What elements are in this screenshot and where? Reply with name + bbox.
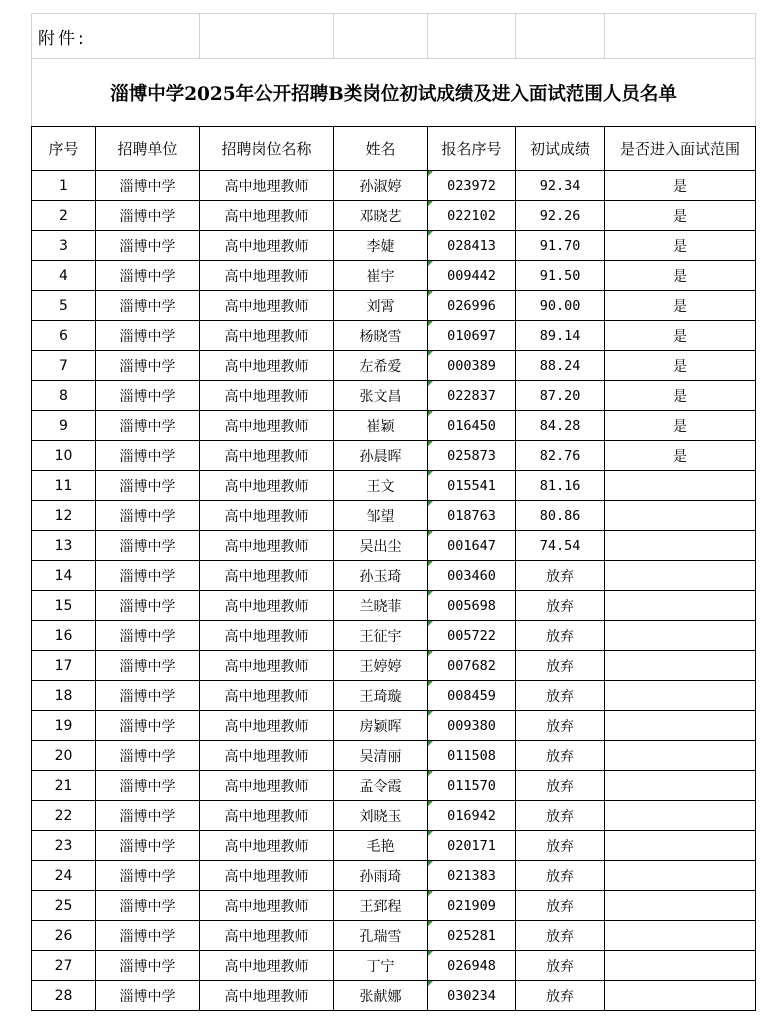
cell-position: 高中地理教师	[200, 711, 334, 741]
cell-unit: 淄博中学	[96, 261, 200, 291]
table-row	[32, 321, 756, 351]
table-row	[32, 741, 756, 771]
cell-score: 89.14	[516, 321, 605, 351]
cell-score: 放弃	[516, 921, 605, 951]
cell-seq: 23	[32, 831, 96, 861]
cell-interview	[605, 771, 756, 801]
cell-reg-no: 005722	[428, 621, 516, 651]
cell-score: 92.34	[516, 171, 605, 201]
cell-name: 杨晓雪	[334, 321, 428, 351]
cell-score: 80.86	[516, 501, 605, 531]
cell-name: 吴出尘	[334, 531, 428, 561]
table-row	[32, 171, 756, 201]
cell-reg-no: 022837	[428, 381, 516, 411]
cell-position: 高中地理教师	[200, 621, 334, 651]
table-row	[32, 951, 756, 981]
cell-seq: 7	[32, 351, 96, 381]
cell-score: 90.00	[516, 291, 605, 321]
cell-score: 放弃	[516, 651, 605, 681]
results-table	[31, 13, 756, 1011]
cell-interview	[605, 801, 756, 831]
table-row	[32, 981, 756, 1011]
cell-score: 放弃	[516, 591, 605, 621]
cell-interview: 是	[605, 381, 756, 411]
cell-seq: 24	[32, 861, 96, 891]
cell-position: 高中地理教师	[200, 471, 334, 501]
cell-position: 高中地理教师	[200, 201, 334, 231]
cell-position: 高中地理教师	[200, 171, 334, 201]
cell-unit: 淄博中学	[96, 951, 200, 981]
cell-name: 崔颖	[334, 411, 428, 441]
cell-seq: 5	[32, 291, 96, 321]
cell-position: 高中地理教师	[200, 651, 334, 681]
cell-interview: 是	[605, 261, 756, 291]
cell-seq: 14	[32, 561, 96, 591]
cell-reg-no: 018763	[428, 501, 516, 531]
cell-unit: 淄博中学	[96, 801, 200, 831]
cell-interview: 是	[605, 201, 756, 231]
header-seq: 序号	[32, 127, 96, 171]
cell-unit: 淄博中学	[96, 771, 200, 801]
attachment-row	[32, 14, 756, 59]
document-title: 淄博中学2025年公开招聘B类岗位初试成绩及进入面试范围人员名单	[32, 59, 756, 127]
table-row	[32, 861, 756, 891]
cell-score: 放弃	[516, 951, 605, 981]
cell-position: 高中地理教师	[200, 861, 334, 891]
cell-seq: 22	[32, 801, 96, 831]
cell-unit: 淄博中学	[96, 201, 200, 231]
cell-unit: 淄博中学	[96, 681, 200, 711]
cell-score: 92.26	[516, 201, 605, 231]
cell-position: 高中地理教师	[200, 681, 334, 711]
cell-seq: 1	[32, 171, 96, 201]
empty-cell	[605, 14, 756, 59]
cell-reg-no: 015541	[428, 471, 516, 501]
cell-unit: 淄博中学	[96, 621, 200, 651]
cell-reg-no: 001647	[428, 531, 516, 561]
cell-seq: 17	[32, 651, 96, 681]
header-unit: 招聘单位	[96, 127, 200, 171]
header-name: 姓名	[334, 127, 428, 171]
cell-unit: 淄博中学	[96, 441, 200, 471]
header-row	[32, 127, 756, 171]
cell-reg-no: 020171	[428, 831, 516, 861]
cell-name: 丁宁	[334, 951, 428, 981]
cell-interview	[605, 471, 756, 501]
cell-seq: 9	[32, 411, 96, 441]
title-row	[32, 59, 756, 127]
cell-reg-no: 016450	[428, 411, 516, 441]
table-row	[32, 891, 756, 921]
table-row	[32, 681, 756, 711]
cell-reg-no: 010697	[428, 321, 516, 351]
table-row	[32, 291, 756, 321]
cell-position: 高中地理教师	[200, 261, 334, 291]
cell-interview	[605, 501, 756, 531]
table-row	[32, 921, 756, 951]
cell-reg-no: 025873	[428, 441, 516, 471]
cell-score: 91.50	[516, 261, 605, 291]
table-row	[32, 621, 756, 651]
cell-seq: 8	[32, 381, 96, 411]
cell-unit: 淄博中学	[96, 171, 200, 201]
cell-position: 高中地理教师	[200, 231, 334, 261]
cell-seq: 2	[32, 201, 96, 231]
header-reg-no: 报名序号	[428, 127, 516, 171]
table-row	[32, 381, 756, 411]
cell-seq: 11	[32, 471, 96, 501]
cell-name: 孔瑞雪	[334, 921, 428, 951]
cell-seq: 26	[32, 921, 96, 951]
cell-unit: 淄博中学	[96, 741, 200, 771]
cell-score: 放弃	[516, 741, 605, 771]
cell-name: 左希爱	[334, 351, 428, 381]
cell-interview	[605, 891, 756, 921]
cell-unit: 淄博中学	[96, 501, 200, 531]
cell-reg-no: 011570	[428, 771, 516, 801]
cell-interview	[605, 741, 756, 771]
cell-position: 高中地理教师	[200, 501, 334, 531]
cell-name: 毛艳	[334, 831, 428, 861]
cell-reg-no: 025281	[428, 921, 516, 951]
table-row	[32, 531, 756, 561]
cell-reg-no: 028413	[428, 231, 516, 261]
cell-reg-no: 030234	[428, 981, 516, 1011]
cell-reg-no: 022102	[428, 201, 516, 231]
cell-interview	[605, 921, 756, 951]
cell-name: 崔宇	[334, 261, 428, 291]
cell-interview: 是	[605, 321, 756, 351]
cell-seq: 25	[32, 891, 96, 921]
cell-score: 81.16	[516, 471, 605, 501]
spreadsheet	[31, 13, 755, 1011]
cell-score: 放弃	[516, 621, 605, 651]
cell-interview	[605, 531, 756, 561]
cell-unit: 淄博中学	[96, 381, 200, 411]
cell-seq: 28	[32, 981, 96, 1011]
cell-seq: 27	[32, 951, 96, 981]
cell-unit: 淄博中学	[96, 651, 200, 681]
cell-position: 高中地理教师	[200, 411, 334, 441]
cell-position: 高中地理教师	[200, 561, 334, 591]
table-row	[32, 441, 756, 471]
cell-unit: 淄博中学	[96, 291, 200, 321]
cell-name: 刘霄	[334, 291, 428, 321]
cell-seq: 3	[32, 231, 96, 261]
cell-reg-no: 007682	[428, 651, 516, 681]
cell-seq: 20	[32, 741, 96, 771]
cell-name: 房颖晖	[334, 711, 428, 741]
table-row	[32, 651, 756, 681]
cell-interview	[605, 681, 756, 711]
cell-seq: 13	[32, 531, 96, 561]
attachment-label: 附件:	[32, 14, 200, 59]
cell-score: 放弃	[516, 561, 605, 591]
cell-position: 高中地理教师	[200, 921, 334, 951]
cell-unit: 淄博中学	[96, 351, 200, 381]
cell-seq: 4	[32, 261, 96, 291]
table-row	[32, 711, 756, 741]
cell-unit: 淄博中学	[96, 981, 200, 1011]
cell-name: 张文昌	[334, 381, 428, 411]
cell-unit: 淄博中学	[96, 231, 200, 261]
cell-seq: 19	[32, 711, 96, 741]
cell-interview: 是	[605, 351, 756, 381]
cell-unit: 淄博中学	[96, 591, 200, 621]
cell-position: 高中地理教师	[200, 531, 334, 561]
header-score: 初试成绩	[516, 127, 605, 171]
cell-position: 高中地理教师	[200, 951, 334, 981]
cell-interview: 是	[605, 231, 756, 261]
cell-position: 高中地理教师	[200, 381, 334, 411]
cell-unit: 淄博中学	[96, 831, 200, 861]
cell-interview	[605, 621, 756, 651]
cell-reg-no: 021909	[428, 891, 516, 921]
cell-interview: 是	[605, 441, 756, 471]
cell-interview	[605, 591, 756, 621]
cell-interview: 是	[605, 171, 756, 201]
cell-interview: 是	[605, 291, 756, 321]
header-interview: 是否进入面试范围	[605, 127, 756, 171]
cell-reg-no: 000389	[428, 351, 516, 381]
cell-reg-no: 023972	[428, 171, 516, 201]
table-row	[32, 231, 756, 261]
cell-name: 王琦璇	[334, 681, 428, 711]
cell-score: 放弃	[516, 681, 605, 711]
cell-unit: 淄博中学	[96, 471, 200, 501]
cell-unit: 淄博中学	[96, 561, 200, 591]
empty-cell	[334, 14, 428, 59]
cell-unit: 淄博中学	[96, 921, 200, 951]
cell-reg-no: 011508	[428, 741, 516, 771]
cell-position: 高中地理教师	[200, 771, 334, 801]
empty-cell	[428, 14, 516, 59]
cell-seq: 21	[32, 771, 96, 801]
cell-name: 邹望	[334, 501, 428, 531]
cell-reg-no: 026996	[428, 291, 516, 321]
cell-position: 高中地理教师	[200, 591, 334, 621]
cell-interview	[605, 711, 756, 741]
cell-seq: 18	[32, 681, 96, 711]
cell-reg-no: 009380	[428, 711, 516, 741]
cell-score: 放弃	[516, 801, 605, 831]
cell-name: 吴清丽	[334, 741, 428, 771]
cell-name: 孙玉琦	[334, 561, 428, 591]
cell-interview	[605, 831, 756, 861]
cell-position: 高中地理教师	[200, 891, 334, 921]
empty-cell	[200, 14, 334, 59]
cell-position: 高中地理教师	[200, 351, 334, 381]
cell-score: 87.20	[516, 381, 605, 411]
cell-name: 张献娜	[334, 981, 428, 1011]
cell-score: 91.70	[516, 231, 605, 261]
cell-interview	[605, 981, 756, 1011]
table-row	[32, 201, 756, 231]
cell-seq: 12	[32, 501, 96, 531]
cell-reg-no: 008459	[428, 681, 516, 711]
cell-interview	[605, 651, 756, 681]
cell-name: 孙雨琦	[334, 861, 428, 891]
table-row	[32, 591, 756, 621]
cell-score: 84.28	[516, 411, 605, 441]
table-row	[32, 351, 756, 381]
cell-reg-no: 009442	[428, 261, 516, 291]
table-row	[32, 471, 756, 501]
cell-name: 李婕	[334, 231, 428, 261]
cell-interview: 是	[605, 411, 756, 441]
cell-score: 放弃	[516, 861, 605, 891]
cell-interview	[605, 561, 756, 591]
cell-unit: 淄博中学	[96, 891, 200, 921]
cell-seq: 15	[32, 591, 96, 621]
cell-seq: 16	[32, 621, 96, 651]
cell-position: 高中地理教师	[200, 981, 334, 1011]
table-row	[32, 801, 756, 831]
cell-unit: 淄博中学	[96, 861, 200, 891]
cell-score: 放弃	[516, 891, 605, 921]
cell-reg-no: 021383	[428, 861, 516, 891]
cell-reg-no: 016942	[428, 801, 516, 831]
cell-name: 邓晓艺	[334, 201, 428, 231]
cell-unit: 淄博中学	[96, 411, 200, 441]
cell-score: 82.76	[516, 441, 605, 471]
table-row	[32, 261, 756, 291]
cell-position: 高中地理教师	[200, 321, 334, 351]
cell-name: 孙淑婷	[334, 171, 428, 201]
cell-name: 孟令霞	[334, 771, 428, 801]
cell-name: 王征宇	[334, 621, 428, 651]
cell-unit: 淄博中学	[96, 711, 200, 741]
table-row	[32, 831, 756, 861]
cell-score: 放弃	[516, 711, 605, 741]
cell-score: 放弃	[516, 831, 605, 861]
cell-name: 孙晨晖	[334, 441, 428, 471]
cell-score: 88.24	[516, 351, 605, 381]
header-position: 招聘岗位名称	[200, 127, 334, 171]
cell-reg-no: 026948	[428, 951, 516, 981]
table-row	[32, 501, 756, 531]
cell-position: 高中地理教师	[200, 291, 334, 321]
cell-position: 高中地理教师	[200, 801, 334, 831]
cell-score: 放弃	[516, 771, 605, 801]
cell-score: 放弃	[516, 981, 605, 1011]
cell-reg-no: 005698	[428, 591, 516, 621]
cell-interview	[605, 861, 756, 891]
cell-score: 74.54	[516, 531, 605, 561]
cell-name: 刘晓玉	[334, 801, 428, 831]
cell-seq: 6	[32, 321, 96, 351]
cell-position: 高中地理教师	[200, 831, 334, 861]
cell-seq: 10	[32, 441, 96, 471]
empty-cell	[516, 14, 605, 59]
cell-name: 王文	[334, 471, 428, 501]
cell-name: 兰晓菲	[334, 591, 428, 621]
cell-position: 高中地理教师	[200, 741, 334, 771]
table-row	[32, 771, 756, 801]
cell-position: 高中地理教师	[200, 441, 334, 471]
cell-reg-no: 003460	[428, 561, 516, 591]
cell-name: 王婷婷	[334, 651, 428, 681]
cell-name: 王郅程	[334, 891, 428, 921]
cell-unit: 淄博中学	[96, 321, 200, 351]
table-row	[32, 411, 756, 441]
table-row	[32, 561, 756, 591]
cell-interview	[605, 951, 756, 981]
cell-unit: 淄博中学	[96, 531, 200, 561]
